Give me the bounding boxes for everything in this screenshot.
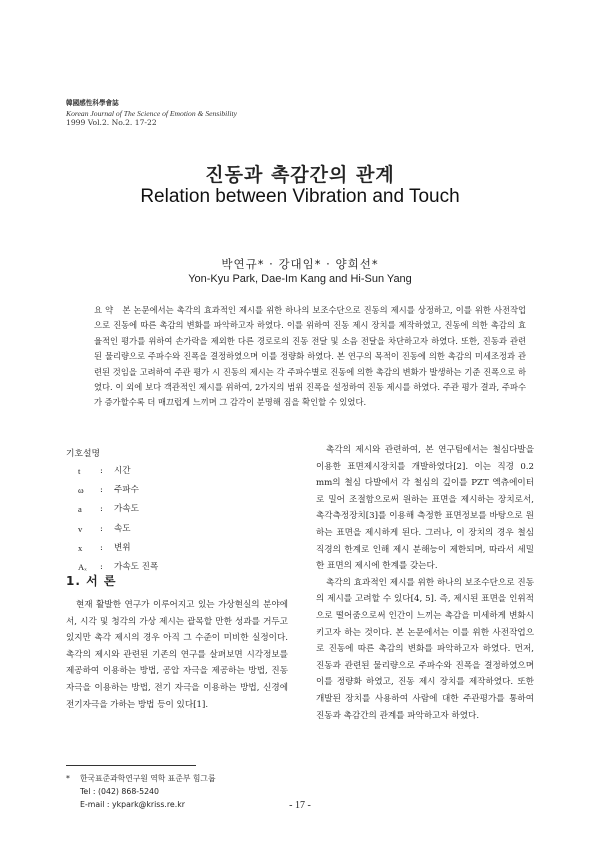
journal-issue: 1999 Vol.2. No.2. 17-22 xyxy=(66,118,157,128)
title-english: Relation between Vibration and Touch xyxy=(140,186,460,207)
paragraph: 촉각의 제시와 관련하여, 본 연구팀에서는 철심다발을 이용한 표면제시장치를 개발하였다[2]. 이는 직경 0.2 mm의 철심 다발에서 각 철심의 깊이를 PZT 엑츄에이터로 밀어 조절함으로써 원하는 표면을 제시하는 장치로서, 촉각측정장치[3]를 이용해 측정한 표면정보를 바탕으로 원하는 표면을 제시하게 된다. 그러나, 이 장치의 경우 철심 직경의 한계로 인해 제시 분해능이 제한되며, 따라서 세밀한 표면의 제시에 한계를 갖는다. xyxy=(316,445,534,572)
nomenclature-list xyxy=(66,462,288,577)
footnote-email: E-mail : ykpark@kriss.re.kr xyxy=(80,800,185,809)
abstract-text: 본 논문에서는 촉각의 효과적인 제시를 위한 하나의 보조수단으로 진동의 제시를 상정하고, 이를 위한 사전작업으로 진동에 따른 촉감의 변화를 파악하고자 하였다. 이를 위하여 진동 제시 장치를 제작하였고, 진동에 의한 촉감의 효율적인 평가를 위하여 손가락을 제외한 다른 경로로의 진동 전달 및 소음 전달을 차단하고자 하였다. 또한, 진동과 관련된 물리량으로 주파수와 진폭을 결정하였으며 이를 정량화 하였다. 본 연구의 목적이 진동에 의한 촉감의 미세조정과 관련된 것임을 고려하여 주관 평가 시 진동의 제시는 각 주파수별로 진동에 의한 촉감의 변화가 발생하는 기준 진폭으로 하였다. 이 외에 보다 객관적인 제시를 위하여, 2가지의 범위 진폭을 설정하여 진동 제시를 하였다. 주관 평가 결과, 주파수가 증가할수록 더 매끄럽게 느끼며 그 감각이 분명해 짐을 확인할 수 있었다. xyxy=(94,305,527,408)
abstract-label: 요 약 xyxy=(94,305,114,315)
nomenclature-item: Aₓ : 가속도 진폭 xyxy=(66,558,288,577)
nomenclature-item: a : 가속도 xyxy=(66,500,288,519)
nomenclature-desc: 속도 xyxy=(114,523,131,534)
footnote-marker: * xyxy=(66,774,70,783)
intro-left-paragraph xyxy=(66,597,288,713)
authors-korean: 박연규* · 강대임* · 양희선* xyxy=(221,257,379,271)
paragraph: 현재 활발한 연구가 이루어지고 있는 가상현실의 분야에서, 시각 및 청각의 가상 제시는 괄목할 만한 성과를 거두고 있지만 촉각 제시의 경우 아직 그 수준이 미비한 실정이다. 촉각의 제시와 관련된 기존의 연구를 살펴보면 시각정보를 제공하여 이용하는 방법, 공압 자극을 제공하는 방법, 진동자극을 이용하는 방법, 전기 자극을 이용하는 방법, 신경에 전기자극을 가하는 방법 등이 있다[1]. xyxy=(66,600,288,710)
nomenclature-symbol: t xyxy=(78,466,81,476)
nomenclature-desc: 가속도 xyxy=(114,504,139,515)
journal-name: Korean Journal of The Science of Emotion & Sensibility xyxy=(66,108,237,118)
section-heading: 1. 서 론 xyxy=(66,574,117,588)
paragraph: 촉각의 효과적인 제시를 위한 하나의 보조수단으로 진동의 제시를 고려할 수 있다[4, 5]. 즉, 제시된 표면을 인위적으로 떨어줌으로써 인간이 느끼는 촉감을 미세하게 변화시키고자 하는 것이다. 본 논문에서는 이를 위한 사전작업으로 진동에 따른 촉감의 변화를 파악하고자 하였다. 먼저, 진동과 관련된 물리량으로 주파수와 진폭을 결정하였으며 이를 정량화 하였고, 진동 제시 장치를 제작하였다. 또한 개발된 장치를 사용하여 사람에 대한 주관평가를 통하여 진동과 촉감간의 관계를 파악하고자 하였다. xyxy=(316,577,534,721)
nomenclature-desc: 가속도 진폭 xyxy=(114,562,159,573)
nomenclature-symbol: ω xyxy=(78,485,84,496)
nomenclature-desc: 시간 xyxy=(114,466,131,476)
abstract xyxy=(94,303,526,411)
footnote-affiliation: 한국표준과학연구원 역학 표준부 힘그룹 xyxy=(80,774,216,783)
nomenclature-item: t : 시간 xyxy=(66,462,288,481)
nomenclature-symbol: a xyxy=(78,504,82,515)
nomenclature-desc: 변위 xyxy=(114,542,131,553)
authors-english: Yon-Kyu Park, Dae-Im Kang and Hi-Sun Yang xyxy=(188,273,412,285)
journal-header xyxy=(66,99,237,128)
footnote-divider xyxy=(66,765,196,766)
nomenclature-desc: 주파수 xyxy=(114,485,139,496)
nomenclature-symbol: Aₓ xyxy=(78,562,87,573)
intro-right-column xyxy=(316,442,534,724)
footnote-tel: Tel : (042) 868-5240 xyxy=(80,787,159,796)
nomenclature-symbol: v xyxy=(78,523,83,534)
title-korean: 진동과 촉감간의 관계 xyxy=(205,164,395,186)
nomenclature-item: v : 속도 xyxy=(66,520,288,539)
page-number: - 17 - xyxy=(289,800,311,811)
nomenclature-item: ω : 주파수 xyxy=(66,481,288,500)
journal-org: 韓國感性科學會誌 xyxy=(66,99,119,107)
nomenclature-title: 기호설명 xyxy=(66,449,100,459)
nomenclature-symbol: x xyxy=(78,542,83,553)
nomenclature-item: x : 변위 xyxy=(66,539,288,558)
